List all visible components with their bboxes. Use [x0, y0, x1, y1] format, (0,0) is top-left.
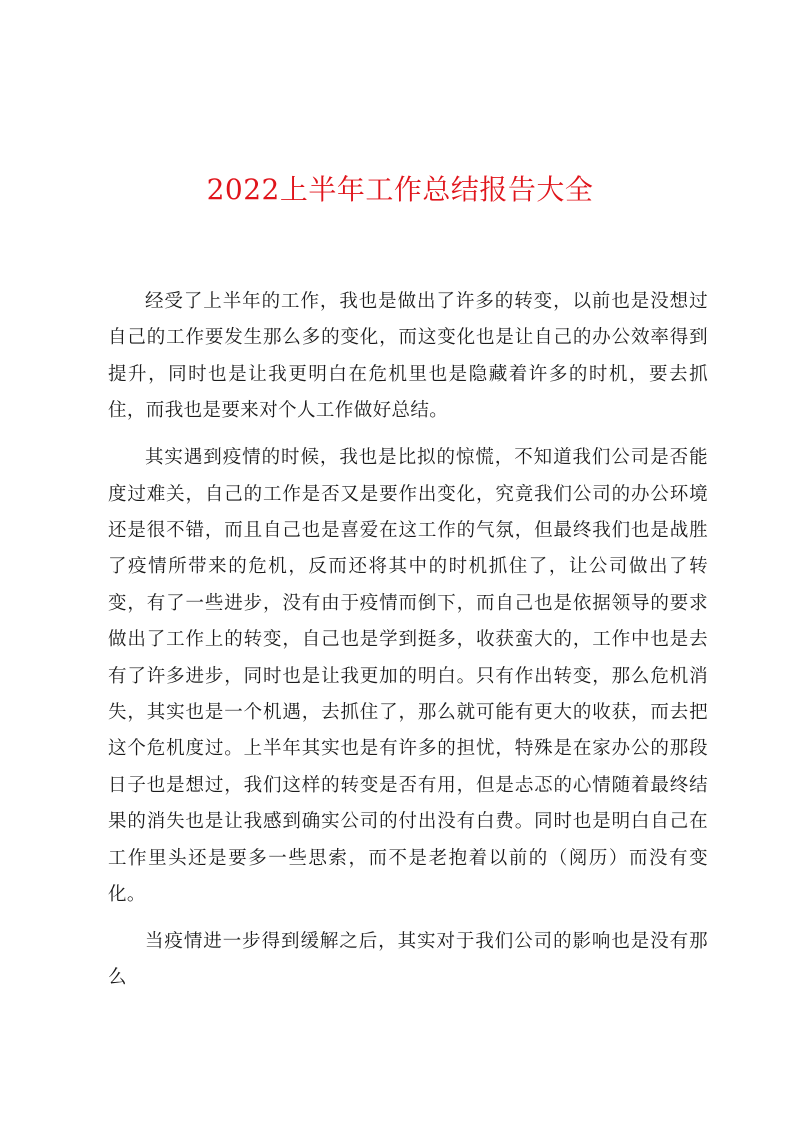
paragraph-2: 其实遇到疫情的时候，我也是比拟的惊慌，不知道我们公司是否能度过难关，自己的工作是否又是要作出变化，究竟我们公司的办公环境还是很不错，而且自己也是喜爱在这工作的气氛，但最终我们也是战胜了疫情所带来的危机，反而还将其中的时机抓住了，让公司做出了转变，有了一些进步，没有由于疫情而倒下，而自己也是依据领导的要求做出了工作上的转变，自己也是学到挺多，收获蛮大的，工作中也是去有了许多进步，同时也是让我更加的明白。只有作出转变，那么危机消失，其实也是一个机遇，去抓住了，那么就可能有更大的收获，而去把这个危机度过。上半年其实也是有许多的担忧，特殊是在家办公的那段日子也是想过，我们这样的转变是否有用，但是忐忑的心情随着最终结果的消失也是让我感到确实公司的付出没有白费。同时也是明白自己在工作里头还是要多一些思索，而不是老抱着以前的（阅历）而没有变化。: [108, 447, 708, 905]
document-body: [108, 284, 708, 1007]
document-title: 2022上半年工作总结报告大全: [206, 173, 594, 206]
paragraph-1: 经受了上半年的工作，我也是做出了许多的转变，以前也是没想过自己的工作要发生那么多的变化，而这变化也是让自己的办公效率得到提升，同时也是让我更明白在危机里也是隐藏着许多的时机，要去抓住，而我也是要来对个人工作做好总结。: [108, 291, 708, 422]
paragraph-3: 当疫情进一步得到缓解之后，其实对于我们公司的影响也是没有那么: [108, 930, 708, 989]
